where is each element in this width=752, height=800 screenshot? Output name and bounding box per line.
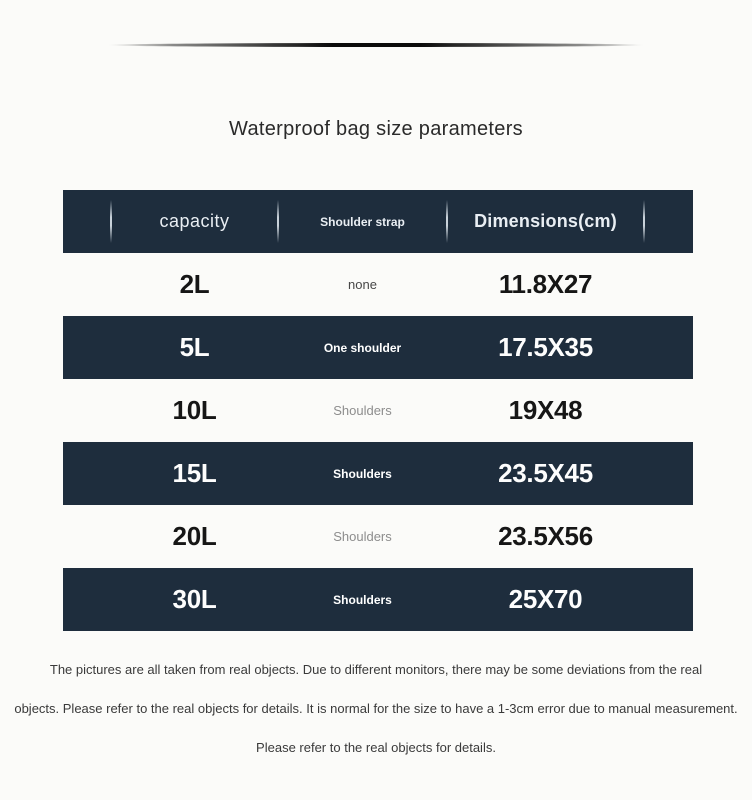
table-row-5l <box>63 316 693 379</box>
size-table <box>63 190 693 631</box>
capacity-value: 15L <box>172 458 217 488</box>
strap-value: Shoulders <box>333 403 392 418</box>
capacity-value: 10L <box>172 395 217 425</box>
strap-value: One shoulder <box>323 340 402 355</box>
capacity-value: 2L <box>179 269 210 299</box>
capacity-value: 5L <box>179 332 210 362</box>
disclaimer-line-3: Please refer to the real objects for details. <box>256 740 496 755</box>
capacity-value: 30L <box>172 584 217 614</box>
disclaimer-line-2: objects. Please refer to the real objects for details. It is normal for the size to have a 1-3cm error due to manual measurement. <box>14 701 738 716</box>
dimensions-value: 23.5X45 <box>498 458 593 488</box>
column-header-dimensions: Dimensions(cm) <box>474 211 617 231</box>
header-divider <box>643 200 645 243</box>
strap-value: Shoulders <box>333 466 392 481</box>
column-header-capacity: capacity <box>159 211 230 231</box>
header-divider <box>110 200 112 243</box>
column-header-shoulder-strap: Shoulder strap <box>320 214 405 229</box>
footer-disclaimer <box>0 650 752 767</box>
strap-value: none <box>348 277 377 292</box>
strap-value: Shoulders <box>333 592 392 607</box>
disclaimer-line-1: The pictures are all taken from real objects. Due to different monitors, there may be some deviations from the real <box>49 662 703 677</box>
table-row-10l <box>63 379 693 442</box>
header-divider <box>277 200 279 243</box>
table-row-15l <box>63 442 693 505</box>
dimensions-value: 25X70 <box>508 584 583 614</box>
table-row-20l <box>63 505 693 568</box>
header-divider <box>446 200 448 243</box>
dimensions-value: 11.8X27 <box>498 269 593 299</box>
strap-value: Shoulders <box>333 529 392 544</box>
table-row-30l <box>63 568 693 631</box>
table-header-row <box>63 190 693 253</box>
table-row-2l <box>63 253 693 316</box>
dimensions-value: 23.5X56 <box>498 521 593 551</box>
divider-line <box>106 37 646 47</box>
capacity-value: 20L <box>172 521 217 551</box>
dimensions-value: 17.5X35 <box>498 332 593 362</box>
dimensions-value: 19X48 <box>508 395 583 425</box>
page-title: Waterproof bag size parameters <box>229 118 523 140</box>
